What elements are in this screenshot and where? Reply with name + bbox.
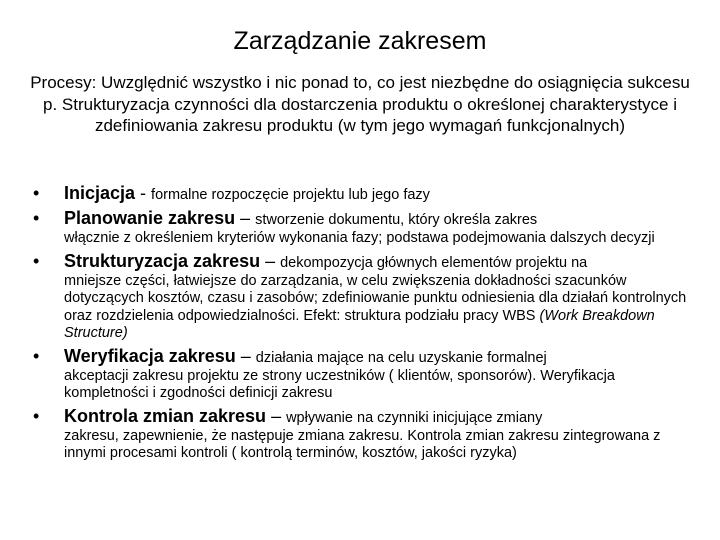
- item-text-continued: [64, 273, 698, 343]
- item-separator: –: [235, 345, 256, 366]
- bullet-icon: •: [33, 345, 40, 366]
- list-item-weryfikacja: [30, 345, 698, 403]
- bullet-icon: •: [33, 183, 40, 203]
- item-text: działania mające na celu uzyskanie formalnej: [255, 349, 547, 366]
- item-separator: –: [235, 208, 256, 228]
- process-list: [30, 182, 698, 463]
- item-text-body: mniejsze części, łatwiejsze do zarządzania, w celu zwiększenia dokładności szacunków dotyczących kosztów, czasu i zasobów; zdefiniowanie punktu odniesienia dla działań kontrolnych oraz rozdzielenia odpowiedzialności. Efekt: struktura podziału pracy WBS: [64, 272, 687, 324]
- item-text: wpływanie na czynniki inicjujące zmiany: [286, 409, 543, 426]
- item-text: dekompozycja głównych elementów projektu na: [280, 254, 588, 271]
- item-heading: Inicjacja: [64, 183, 136, 203]
- item-text-continued: zakresu, zapewnienie, że następuje zmiana zakresu. Kontrola zmian zakresu zintegrowana z innymi procesami kontroli ( kontrolą terminów, kosztów, jakości ryzyka): [64, 427, 661, 461]
- list-item-kontrola: [30, 405, 698, 463]
- item-heading: Weryfikacja zakresu: [64, 345, 236, 366]
- slide-title: Zarządzanie zakresem: [233, 27, 487, 55]
- list-item-planowanie: [30, 207, 698, 248]
- item-text: stworzenie dokumentu, który określa zakres: [255, 212, 538, 228]
- list-item-inicjacja: [30, 182, 698, 205]
- item-separator: –: [266, 405, 287, 426]
- item-heading: Planowanie zakresu: [64, 208, 236, 228]
- bullet-icon: •: [33, 208, 40, 228]
- list-item-strukturyzacja: [30, 250, 698, 343]
- item-heading: Kontrola zmian zakresu: [64, 405, 267, 426]
- intro-paragraph: Procesy: Uwzględnić wszystko i nic ponad to, co jest niezbędne do osiągnięcia sukcesu p. Strukturyzacja czynności dla dostarczenia produktu o określonej charakterystyce i zdefiniowania zakresu produktu (w tym jego wymagań funkcjonalnych): [30, 73, 690, 135]
- item-separator: -: [135, 183, 152, 203]
- item-text-continued: akceptacji zakresu projektu ze strony uczestników ( klientów, sponsorów). Weryfikacja kompletności i zgodności definicji zakresu: [64, 367, 615, 401]
- bullet-icon: •: [33, 250, 40, 271]
- item-text: formalne rozpoczęcie projektu lub jego fazy: [151, 187, 430, 203]
- bullet-icon: •: [33, 405, 40, 426]
- item-text-continued: włącznie z określeniem kryteriów wykonania fazy; podstawa podejmowania dalszych decyzji: [64, 230, 655, 246]
- item-separator: –: [260, 250, 281, 271]
- wbs-term: (Work Breakdown Structure): [64, 307, 655, 341]
- item-heading: Strukturyzacja zakresu: [64, 250, 261, 271]
